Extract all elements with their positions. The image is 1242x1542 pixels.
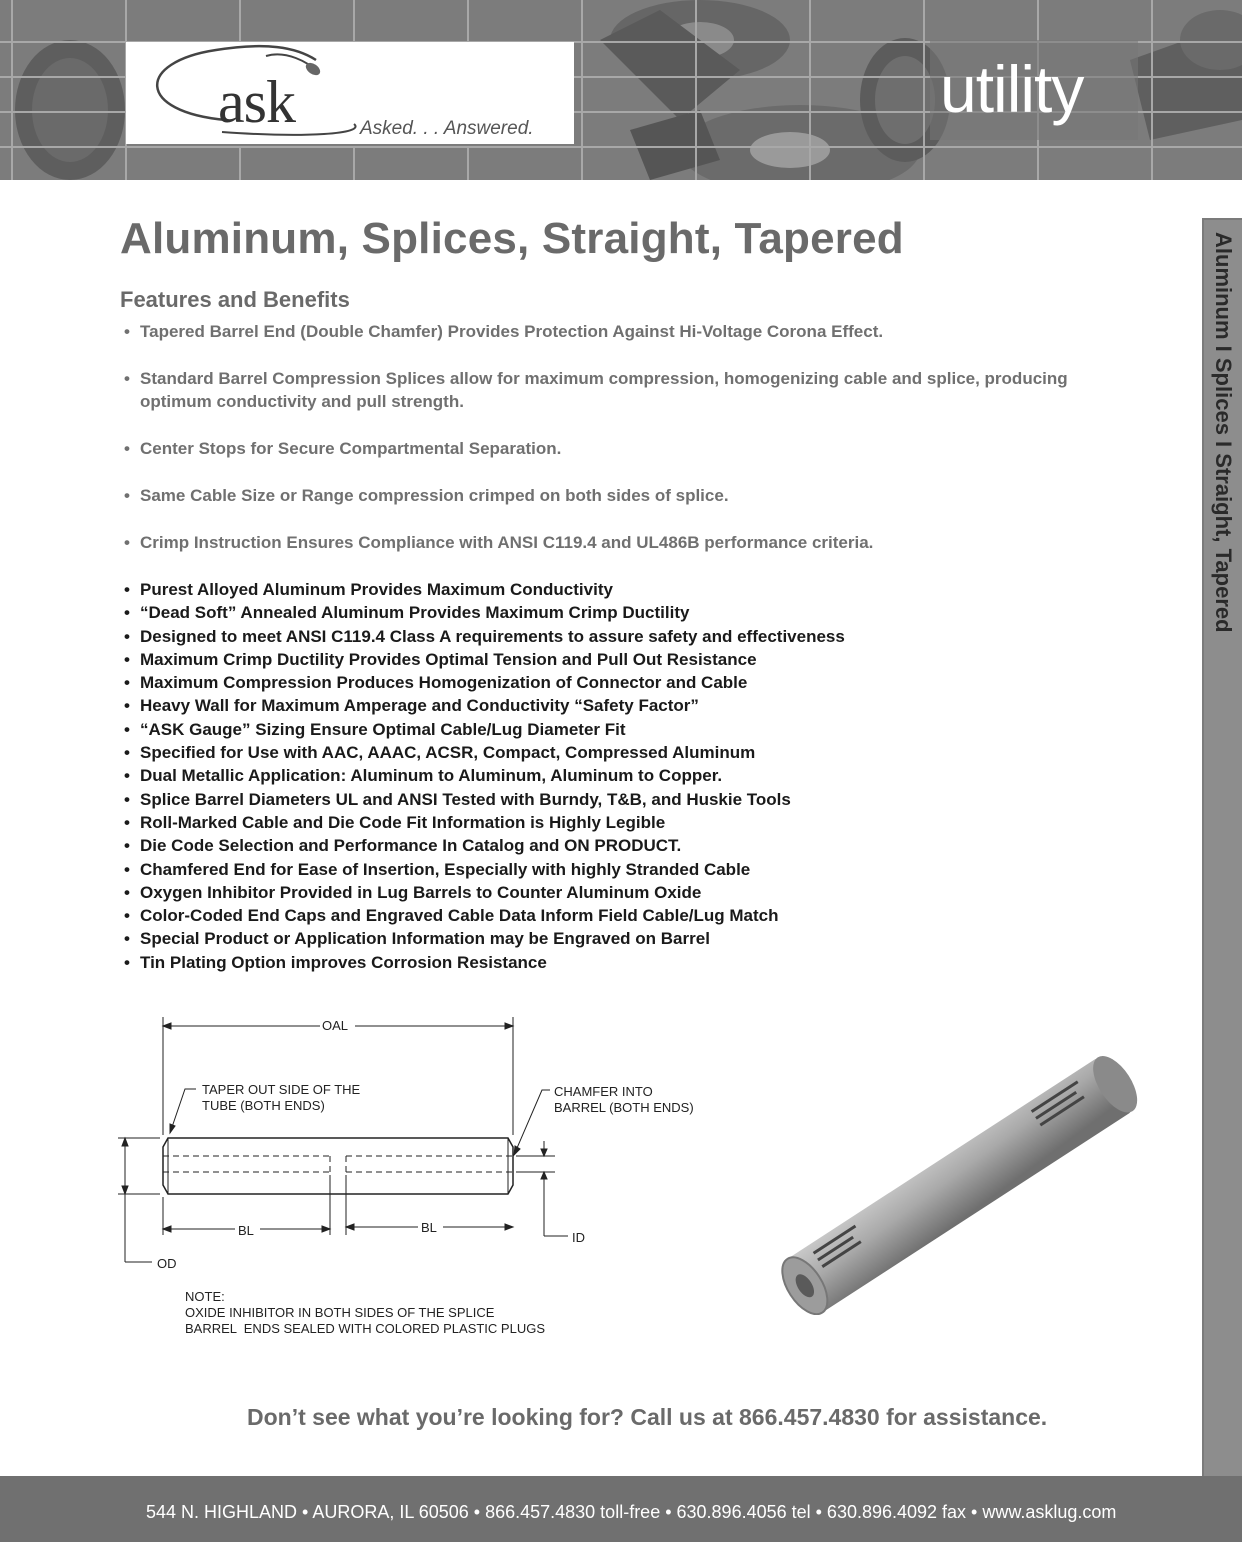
list-item: • Center Stops for Secure Compartmental Separation. [124,437,1134,460]
oal-label: OAL [322,1018,349,1033]
secondary-feature-list [124,578,1134,974]
primary-feature-list [124,320,1134,578]
features-heading: Features and Benefits [120,287,350,312]
logo[interactable] [126,42,574,144]
call-to-action: Don’t see what you’re looking for? Call us at 866.457.4830 for assistance. [247,1404,1048,1430]
od-label: OD [157,1256,177,1271]
logo-tagline: Asked. . . Answered. [360,118,534,139]
logo-wordmark: ask [218,69,295,135]
side-tab-label: Aluminum I Splices I Straight, Tapered [1211,232,1236,633]
list-item: • “Dead Soft” Annealed Aluminum Provides Maximum Crimp Ductility [124,601,1134,624]
chamfer-note: CHAMFER INTO BARREL (BOTH ENDS) [554,1084,694,1115]
list-item: • Standard Barrel Compression Splices allow for maximum compression, homogenizing cable and splice, producing optimum conductivity and pull strength. [124,367,1134,413]
taper-note: TAPER OUT SIDE OF THE TUBE (BOTH ENDS) [202,1082,361,1113]
list-item: • Special Product or Application Information may be Engraved on Barrel [124,927,1134,950]
list-item: • Splice Barrel Diameters UL and ANSI Tested with Burndy, T&B, and Huskie Tools [124,788,1134,811]
list-item: • Specified for Use with AAC, AAAC, ACSR, Compact, Compressed Aluminum [124,741,1134,764]
list-item: • Oxygen Inhibitor Provided in Lug Barrels to Counter Aluminum Oxide [124,881,1134,904]
list-item: • Die Code Selection and Performance In Catalog and ON PRODUCT. [124,834,1134,857]
footer-contact: 544 N. HIGHLAND • AURORA, IL 60506 • 866.457.4830 toll-free • 630.896.4056 tel • 630.896.4092 fax • www.asklug.com [146,1502,1117,1522]
bl-left-label: BL [238,1223,254,1238]
list-item: • Color-Coded End Caps and Engraved Cable Data Inform Field Cable/Lug Match [124,904,1134,927]
list-item: • Dual Metallic Application: Aluminum to Aluminum, Aluminum to Copper. [124,764,1134,787]
bl-right-label: BL [421,1220,437,1235]
category-label: utility [940,52,1084,126]
list-item: • Tin Plating Option improves Corrosion Resistance [124,951,1134,974]
side-tab-label-wrap [1204,232,1238,712]
list-item: • Heavy Wall for Maximum Amperage and Conductivity “Safety Factor” [124,694,1134,717]
list-item: • “ASK Gauge” Sizing Ensure Optimal Cable/Lug Diameter Fit [124,718,1134,741]
list-item: • Same Cable Size or Range compression crimped on both sides of splice. [124,484,1134,507]
header-banner [0,0,1242,180]
list-item: • Roll-Marked Cable and Die Code Fit Information is Highly Legible [124,811,1134,834]
footer [0,1476,1242,1542]
list-item: • Maximum Compression Produces Homogenization of Connector and Cable [124,671,1134,694]
id-label: ID [572,1230,585,1245]
list-item: • Designed to meet ANSI C119.4 Class A requirements to assure safety and effectiveness [124,625,1134,648]
list-item: • Chamfered End for Ease of Insertion, Especially with highly Stranded Cable [124,858,1134,881]
list-item: • Purest Alloyed Aluminum Provides Maximum Conductivity [124,578,1134,601]
list-item: • Crimp Instruction Ensures Compliance with ANSI C119.4 and UL486B performance criteria. [124,531,1134,554]
splice-product-image [760,1055,1160,1315]
page-title: Aluminum, Splices, Straight, Tapered [120,214,904,263]
splice-dimension-drawing [110,1005,730,1345]
list-item: • Tapered Barrel End (Double Chamfer) Provides Protection Against Hi-Voltage Corona Effect. [124,320,1134,343]
drawing-note: NOTE: OXIDE INHIBITOR IN BOTH SIDES OF THE SPLICE BARREL ENDS SEALED WITH COLORED PLASTIC PLUGS [185,1289,545,1336]
list-item: • Maximum Crimp Ductility Provides Optimal Tension and Pull Out Resistance [124,648,1134,671]
